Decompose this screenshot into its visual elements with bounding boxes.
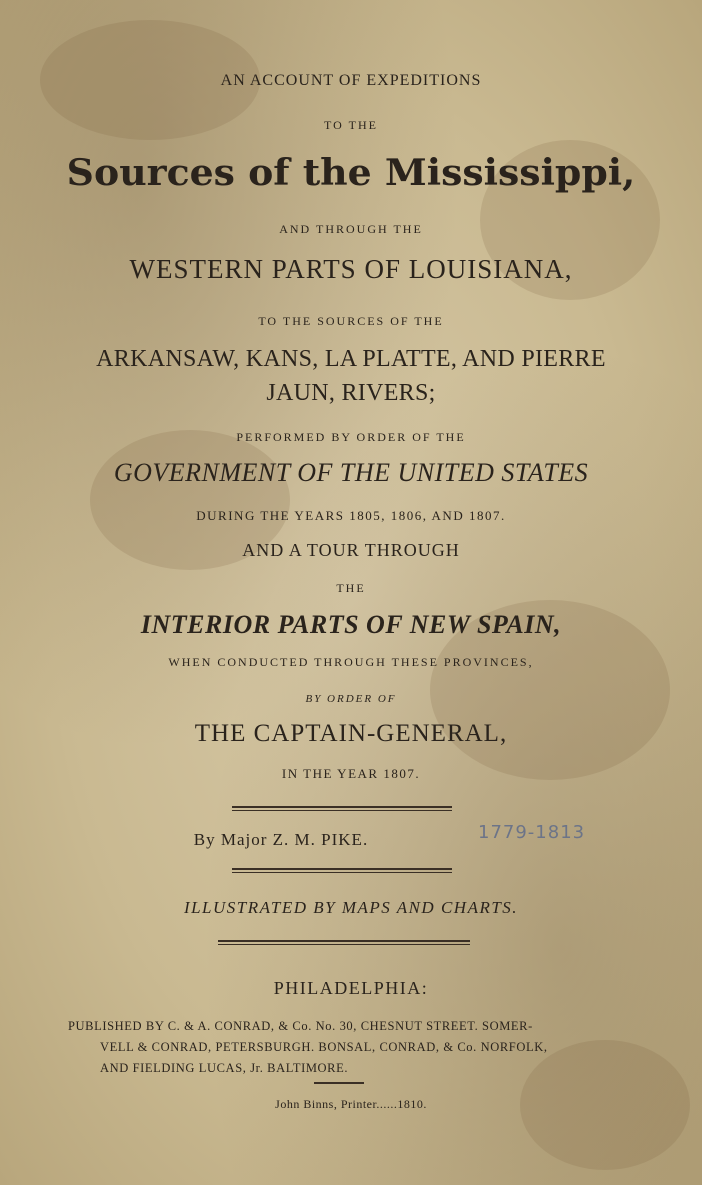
title-line-5: WESTERN PARTS OF LOUISIANA,	[129, 254, 573, 284]
short-rule	[314, 1082, 364, 1084]
title-line-4: AND THROUGH THE	[279, 222, 423, 236]
illustrated-line: ILLUSTRATED BY MAPS AND CHARTS.	[183, 898, 519, 917]
title-line-15: WHEN CONDUCTED THROUGH THESE PROVINCES,	[168, 655, 534, 669]
title-line-17: THE CAPTAIN-GENERAL,	[194, 720, 508, 747]
city-line: PHILADELPHIA:	[273, 978, 429, 998]
author-line: By Major Z. M. PIKE.	[193, 830, 369, 849]
divider-rule	[232, 806, 452, 811]
handwritten-note: 1779-1813	[478, 822, 586, 843]
title-line-8: JAUN, RIVERS;	[266, 380, 436, 406]
title-line-7: ARKANSAW, KANS, LA PLATTE, AND PIERRE	[96, 346, 606, 372]
title-line-11: DURING THE YEARS 1805, 1806, AND 1807.	[196, 508, 506, 523]
title-line-6: TO THE SOURCES OF THE	[258, 314, 444, 328]
publisher-line-3: AND FIELDING LUCAS, Jr. BALTIMORE.	[100, 1061, 349, 1075]
publisher-line-1: PUBLISHED BY C. & A. CONRAD, & Co. No. 30, CHESNUT STREET. SOMER-	[68, 1019, 533, 1033]
printer-line: John Binns, Printer......1810.	[275, 1097, 427, 1111]
title-line-12: AND A TOUR THROUGH	[242, 540, 460, 560]
title-line-18: IN THE YEAR 1807.	[281, 766, 421, 781]
title-line-10: GOVERNMENT OF THE UNITED STATES	[113, 458, 589, 487]
title-line-13: THE	[336, 581, 366, 595]
title-line-16: BY ORDER OF	[305, 693, 397, 705]
title-line-1: AN ACCOUNT OF EXPEDITIONS	[220, 72, 482, 89]
title-main: Sources of the Mississippi,	[66, 152, 636, 194]
title-line-14: INTERIOR PARTS OF NEW SPAIN,	[140, 610, 562, 639]
divider-rule	[218, 940, 470, 945]
divider-rule	[232, 868, 452, 873]
publisher-line-2: VELL & CONRAD, PETERSBURGH. BONSAL, CONRAD, & Co. NORFOLK,	[100, 1040, 548, 1054]
title-line-9: PERFORMED BY ORDER OF THE	[236, 430, 466, 444]
title-line-2: TO THE	[324, 118, 378, 132]
